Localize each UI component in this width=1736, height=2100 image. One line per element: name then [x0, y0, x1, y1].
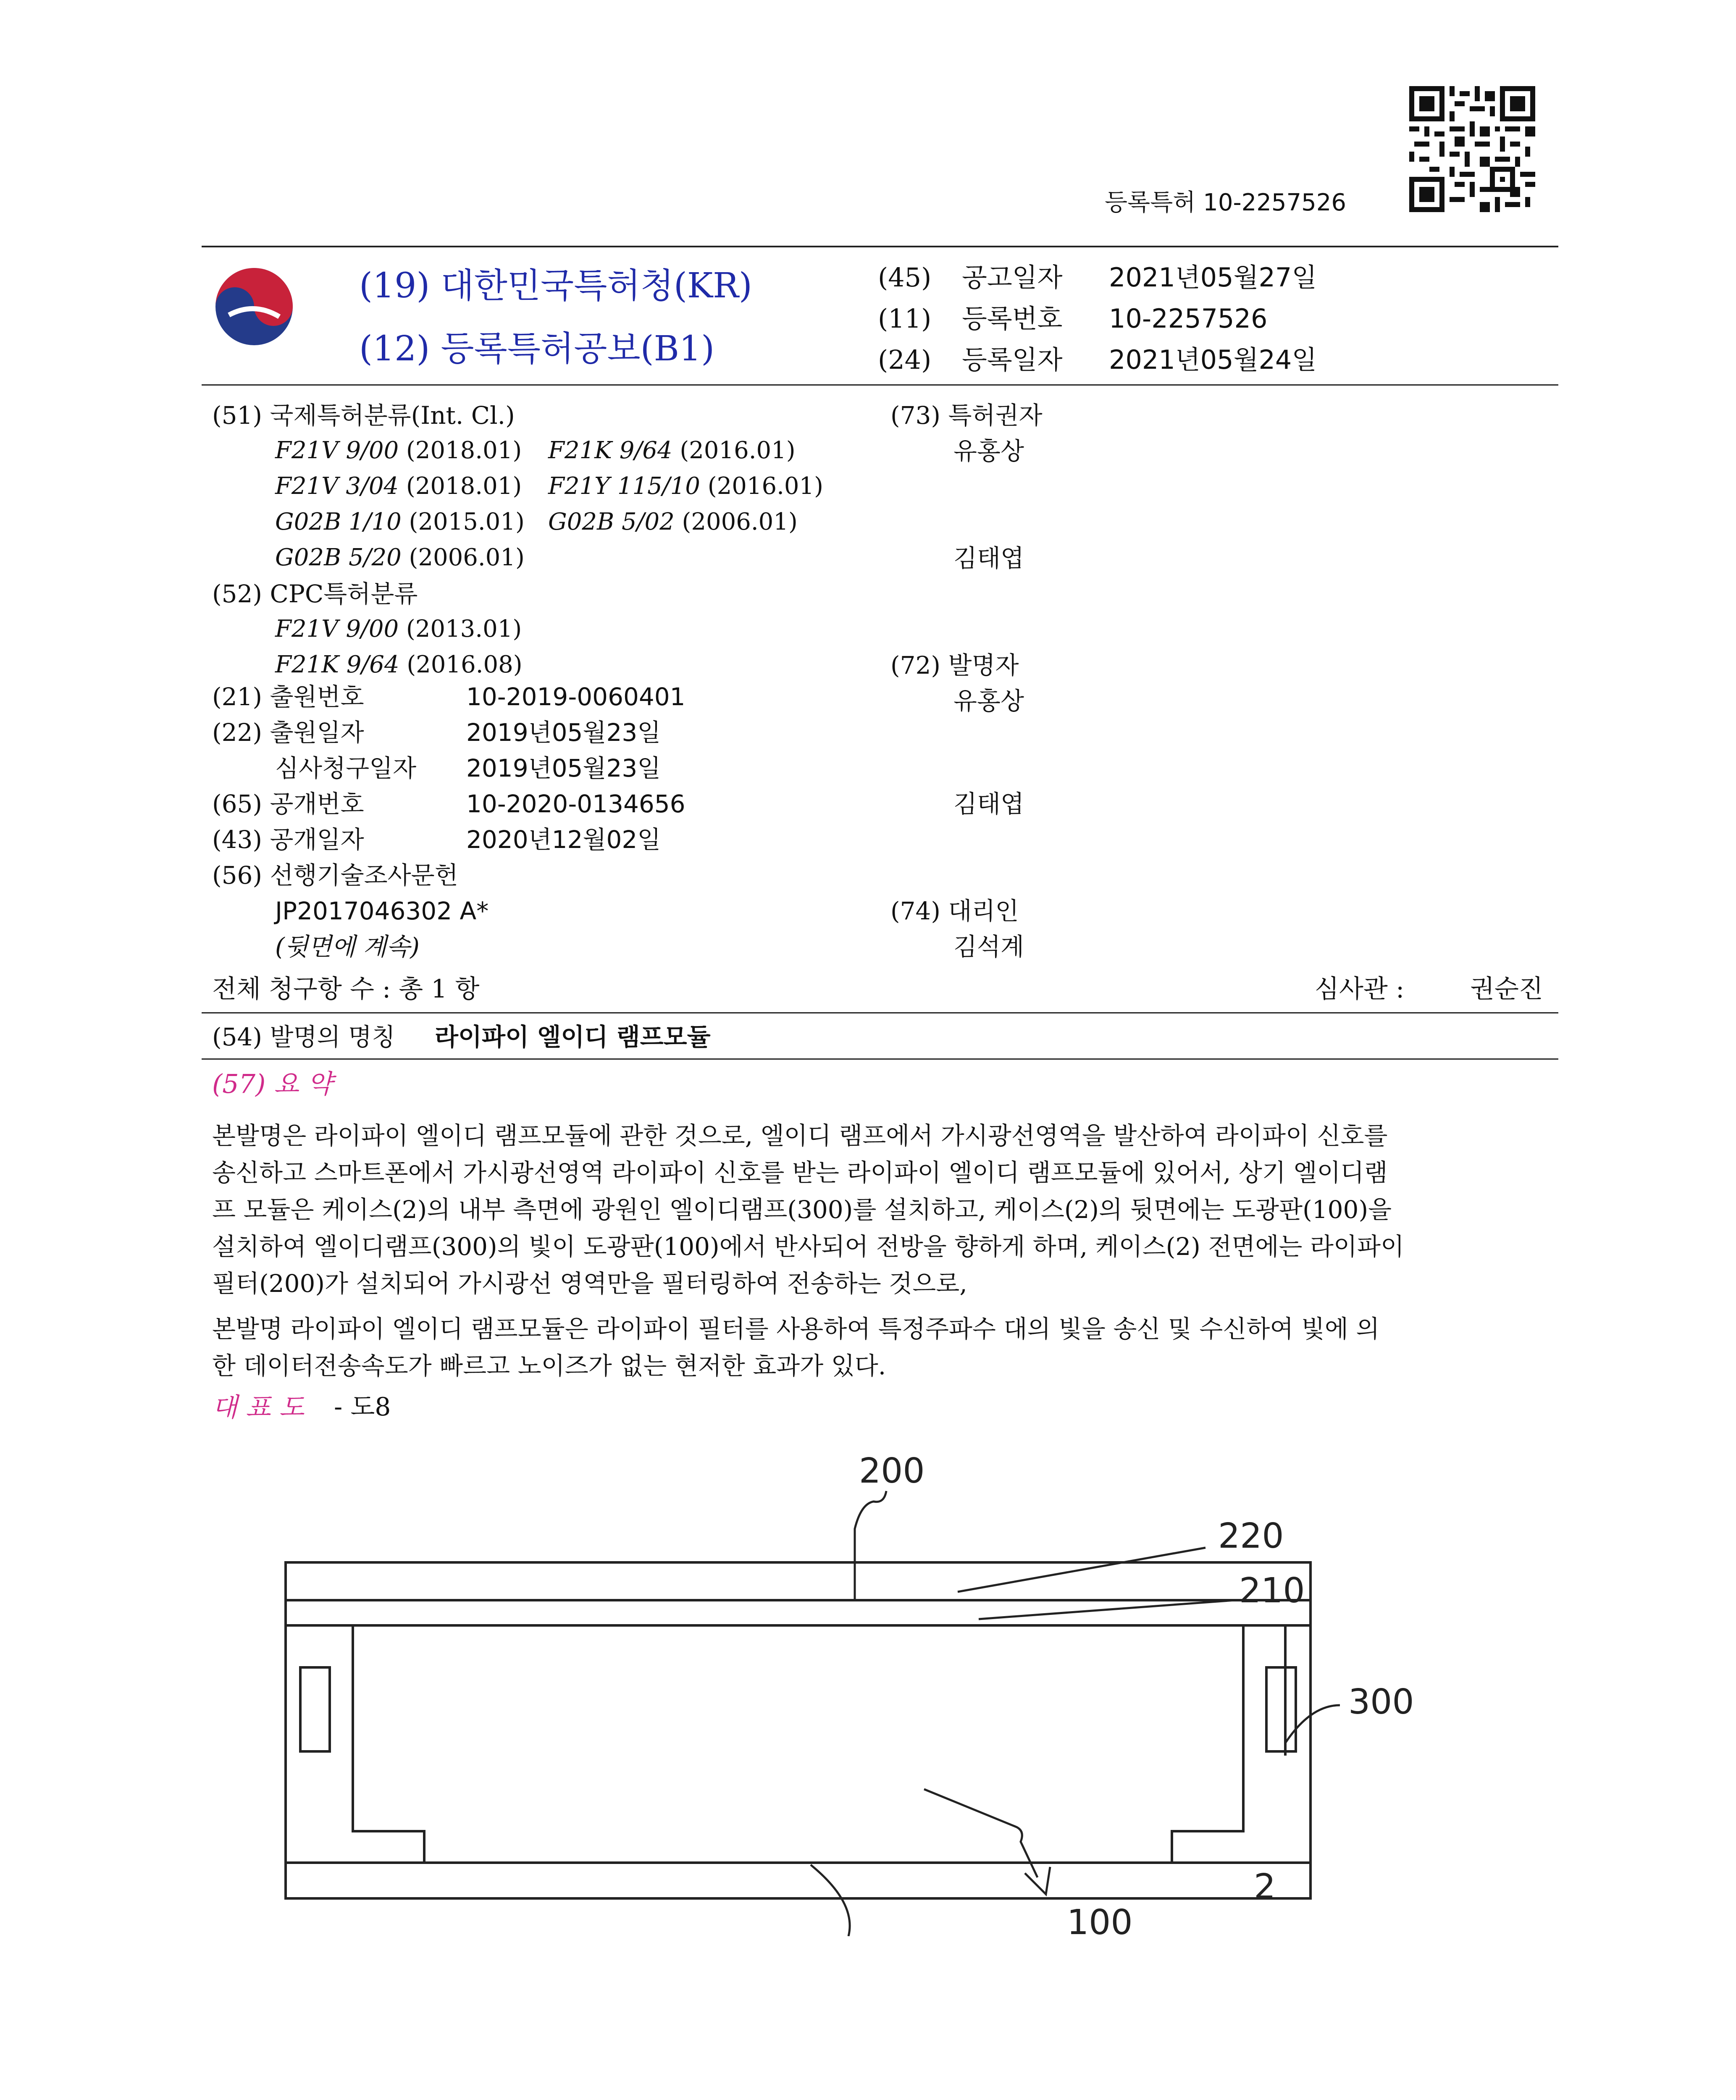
rep-figure-label: 대 표 도	[212, 1392, 305, 1423]
cpc-code: F21V 9/00	[275, 615, 399, 643]
pubinfo-code: (11)	[878, 303, 932, 334]
patentee-name: 김태엽	[953, 544, 1024, 572]
inventor-name: 유홍상	[953, 687, 1024, 715]
ipc-row	[275, 472, 522, 500]
exam-request-label: 심사청구일자	[275, 754, 417, 782]
prior-art-doc: JP2017046302 A*	[275, 897, 489, 925]
leader-100	[811, 1865, 850, 1936]
arrow-2-head	[1025, 1867, 1050, 1894]
label-200: 200	[859, 1451, 925, 1491]
cpc-date: (2016.08)	[407, 651, 523, 678]
rep-figure-value: - 도8	[334, 1392, 391, 1422]
left-bracket	[286, 1625, 424, 1863]
label-210: 210	[1239, 1571, 1305, 1611]
ipc-row	[548, 472, 823, 500]
ipc-date: (2006.01)	[409, 544, 525, 571]
office-name: (19) 대한민국특허청(KR)	[359, 266, 752, 306]
abstract-heading: (57) 요 약	[212, 1068, 333, 1099]
ipc-code: G02B 5/20	[275, 544, 402, 571]
ipc-row	[548, 439, 796, 462]
prior-art-title: (56) 선행기술조사문헌	[212, 861, 458, 890]
qr-code	[1409, 86, 1535, 212]
ipc-row	[275, 439, 522, 462]
patentee-title: (73) 특허권자	[890, 401, 1043, 430]
publication-type: (12) 등록특허공보(B1)	[359, 329, 715, 369]
application-number-label: (21) 출원번호	[212, 682, 364, 711]
ipc-row	[275, 510, 525, 534]
abstract-line: 프 모듈은 케이스(2)의 내부 측면에 광원인 엘이디램프(300)를 설치하고, 케이스(2)의 뒷면에는 도광판(100)을	[212, 1195, 1392, 1224]
pubinfo-label: 등록번호	[962, 303, 1063, 334]
continued-note: (뒷면에 계속)	[275, 932, 420, 961]
publication-number: 10-2020-0134656	[466, 790, 685, 818]
invention-title-label: (54) 발명의 명칭	[212, 1023, 396, 1051]
case-outline	[286, 1562, 1311, 1898]
ipc-code: F21V 3/04	[275, 472, 399, 500]
examiner-name: 권순진	[1470, 974, 1543, 1004]
ipc-date: (2006.01)	[682, 508, 798, 536]
pubinfo-value: 10-2257526	[1109, 303, 1268, 334]
publication-date-label: (43) 공개일자	[212, 825, 364, 854]
leader-2	[924, 1789, 1037, 1877]
ipc-date: (2018.01)	[406, 472, 522, 500]
abstract-line: 필터(200)가 설치되어 가시광선 영역만을 필터링하여 전송하는 것으로,	[212, 1269, 967, 1298]
ipc-row	[548, 510, 798, 534]
application-number: 10-2019-0060401	[466, 682, 685, 711]
ipc-date: (2015.01)	[409, 508, 525, 536]
publication-number-label: (65) 공개번호	[212, 790, 364, 818]
invention-title: 라이파이 엘이디 램프모듈	[435, 1023, 711, 1051]
abstract-line: 한 데이터전송속도가 빠르고 노이즈가 없는 현저한 효과가 있다.	[212, 1352, 886, 1380]
agent-name: 김석계	[953, 932, 1024, 961]
label-220: 220	[1218, 1516, 1284, 1556]
label-300: 300	[1348, 1682, 1414, 1722]
left-led	[300, 1667, 330, 1751]
leader-210	[979, 1600, 1235, 1619]
pubinfo-value: 2021년05월24일	[1109, 344, 1317, 375]
cpc-code: F21K 9/64	[275, 651, 399, 678]
abstract-line: 설치하여 엘이디램프(300)의 빛이 도광판(100)에서 반사되어 전방을 향하게 하며, 케이스(2) 전면에는 라이파이	[212, 1232, 1405, 1261]
ipc-date: (2016.01)	[680, 437, 796, 464]
top-rule	[202, 246, 1558, 247]
inventor-name: 김태엽	[953, 790, 1024, 818]
label-2: 2	[1254, 1867, 1276, 1907]
kipo-emblem	[212, 265, 296, 349]
right-bracket	[1172, 1625, 1311, 1863]
pubinfo-code: (45)	[878, 262, 932, 293]
ipc-row	[275, 546, 525, 570]
ipc-code: F21Y 115/10	[548, 472, 700, 500]
representative-drawing	[269, 1441, 1487, 1936]
abstract-line: 본발명 라이파이 엘이디 램프모듈은 라이파이 필터를 사용하여 특정주파수 대의 빛을 송신 및 수신하여 빛에 의	[212, 1315, 1380, 1343]
ipc-code: G02B 5/02	[548, 508, 675, 536]
ipc-code: F21K 9/64	[548, 437, 672, 464]
publication-date: 2020년12월02일	[466, 825, 661, 854]
pubinfo-code: (24)	[878, 344, 932, 375]
patentee-name: 유홍상	[953, 437, 1024, 465]
abstract-paragraph-2	[212, 1310, 1556, 1384]
ipc-date: (2016.01)	[707, 472, 823, 500]
cpc-row	[275, 617, 522, 641]
pubinfo-label: 등록일자	[962, 344, 1063, 375]
title-rule	[202, 1058, 1558, 1060]
ipc-code: G02B 1/10	[275, 508, 402, 536]
cpc-row	[275, 653, 523, 677]
leader-200	[855, 1491, 886, 1600]
pubinfo-label: 공고일자	[962, 262, 1063, 293]
pubinfo-value: 2021년05월27일	[1109, 262, 1317, 293]
application-date-label: (22) 출원일자	[212, 718, 364, 747]
claims-count: 전체 청구항 수 : 총 1 항	[212, 974, 480, 1004]
claims-rule	[202, 1012, 1558, 1013]
header-rule	[202, 384, 1558, 386]
examiner-label: 심사관 :	[1315, 974, 1405, 1004]
cpc-title: (52) CPC특허분류	[212, 580, 418, 608]
ipc-code: F21V 9/00	[275, 437, 399, 464]
document-id: 등록특허 10-2257526	[1105, 189, 1347, 216]
exam-request-date: 2019년05월23일	[466, 754, 661, 782]
leader-220	[958, 1548, 1205, 1592]
cpc-date: (2013.01)	[406, 615, 522, 643]
right-led	[1266, 1667, 1296, 1751]
inventor-title: (72) 발명자	[890, 651, 1019, 680]
ipc-date: (2018.01)	[406, 437, 522, 464]
abstract-line: 송신하고 스마트폰에서 가시광선영역 라이파이 신호를 받는 라이파이 엘이디 램프모듈에 있어서, 상기 엘이디램	[212, 1158, 1388, 1187]
abstract-paragraph-1	[212, 1117, 1556, 1302]
application-date: 2019년05월23일	[466, 718, 661, 747]
ipc-title: (51) 국제특허분류(Int. Cl.)	[212, 401, 515, 430]
label-100: 100	[1067, 1903, 1133, 1936]
agent-title: (74) 대리인	[890, 897, 1019, 925]
abstract-line: 본발명은 라이파이 엘이디 램프모듈에 관한 것으로, 엘이디 램프에서 가시광선영역을 발산하여 라이파이 신호를	[212, 1121, 1388, 1150]
leader-300	[1285, 1705, 1340, 1743]
